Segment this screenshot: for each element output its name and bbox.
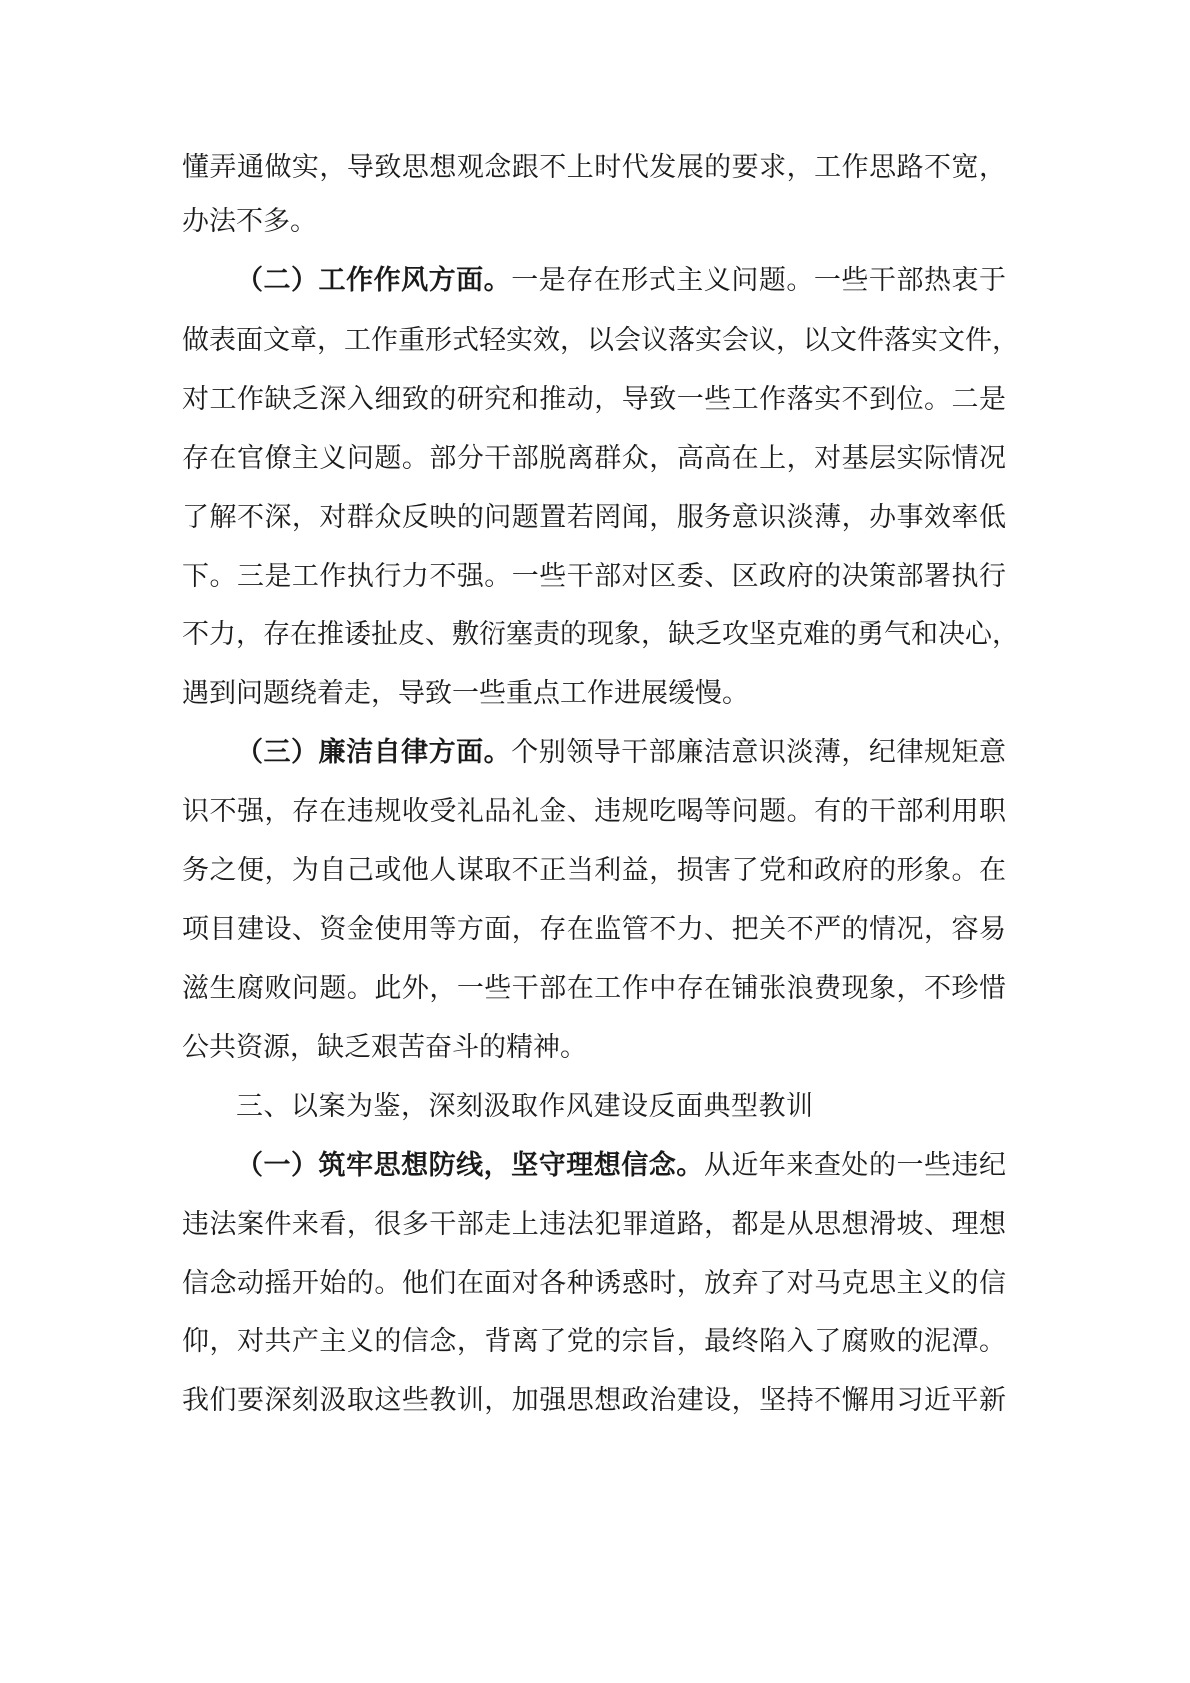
paragraph-line: 不力，存在推诿扯皮、敷衍塞责的现象，缺乏攻坚克难的勇气和决心， bbox=[182, 619, 1019, 650]
paragraph-heading: （三）廉洁自律方面。 bbox=[236, 737, 512, 768]
section-title: 三、以案为鉴，深刻汲取作风建设反面典型教训 bbox=[236, 1091, 814, 1122]
paragraph-line: 下。三是工作执行力不强。一些干部对区委、区政府的决策部署执行 bbox=[182, 561, 1006, 592]
paragraph-heading: （二）工作作风方面。 bbox=[236, 265, 512, 296]
paragraph-line: 存在官僚主义问题。部分干部脱离群众，高高在上，对基层实际情况 bbox=[182, 443, 1006, 474]
paragraph-line: 做表面文章，工作重形式轻实效，以会议落实会议，以文件落实文件， bbox=[182, 325, 1019, 356]
paragraph-first-line bbox=[236, 261, 1006, 301]
paragraph-heading: （一）筑牢思想防线，坚守理想信念。 bbox=[236, 1150, 704, 1181]
paragraph-first-line bbox=[236, 1146, 1006, 1186]
paragraph-line: 公共资源，缺乏艰苦奋斗的精神。 bbox=[182, 1032, 587, 1063]
paragraph-line: 仰，对共产主义的信念，背离了党的宗旨，最终陷入了腐败的泥潭。 bbox=[182, 1326, 1006, 1357]
paragraph-line: 违法案件来看，很多干部走上违法犯罪道路，都是从思想滑坡、理想 bbox=[182, 1209, 1006, 1240]
paragraph-first-line bbox=[236, 733, 1006, 773]
paragraph-text: 从近年来查处的一些违纪 bbox=[703, 1150, 1007, 1181]
paragraph-line: 项目建设、资金使用等方面，存在监管不力、把关不严的情况，容易 bbox=[182, 914, 1006, 945]
paragraph-line: 务之便，为自己或他人谋取不正当利益，损害了党和政府的形象。在 bbox=[182, 855, 1006, 886]
paragraph-line: 滋生腐败问题。此外，一些干部在工作中存在铺张浪费现象，不珍惜 bbox=[182, 973, 1006, 1004]
paragraph-line: 信念动摇开始的。他们在面对各种诱惑时，放弃了对马克思主义的信 bbox=[182, 1268, 1006, 1299]
paragraph-line: 对工作缺乏深入细致的研究和推动，导致一些工作落实不到位。二是 bbox=[182, 384, 1006, 415]
paragraph-text: 个别领导干部廉洁意识淡薄，纪律规矩意 bbox=[511, 737, 1007, 768]
paragraph-text: 一是存在形式主义问题。一些干部热衷于 bbox=[511, 265, 1007, 296]
paragraph-line: 了解不深，对群众反映的问题置若罔闻，服务意识淡薄，办事效率低 bbox=[182, 502, 1006, 533]
paragraph-line: 懂弄通做实，导致思想观念跟不上时代发展的要求，工作思路不宽， bbox=[182, 152, 1006, 183]
paragraph-line: 我们要深刻汲取这些教训，加强思想政治建设，坚持不懈用习近平新 bbox=[182, 1385, 1006, 1416]
paragraph-line: 办法不多。 bbox=[182, 206, 317, 237]
paragraph-line: 遇到问题绕着走，导致一些重点工作进展缓慢。 bbox=[182, 678, 749, 709]
paragraph-line: 识不强，存在违规收受礼品礼金、违规吃喝等问题。有的干部利用职 bbox=[182, 796, 1006, 827]
